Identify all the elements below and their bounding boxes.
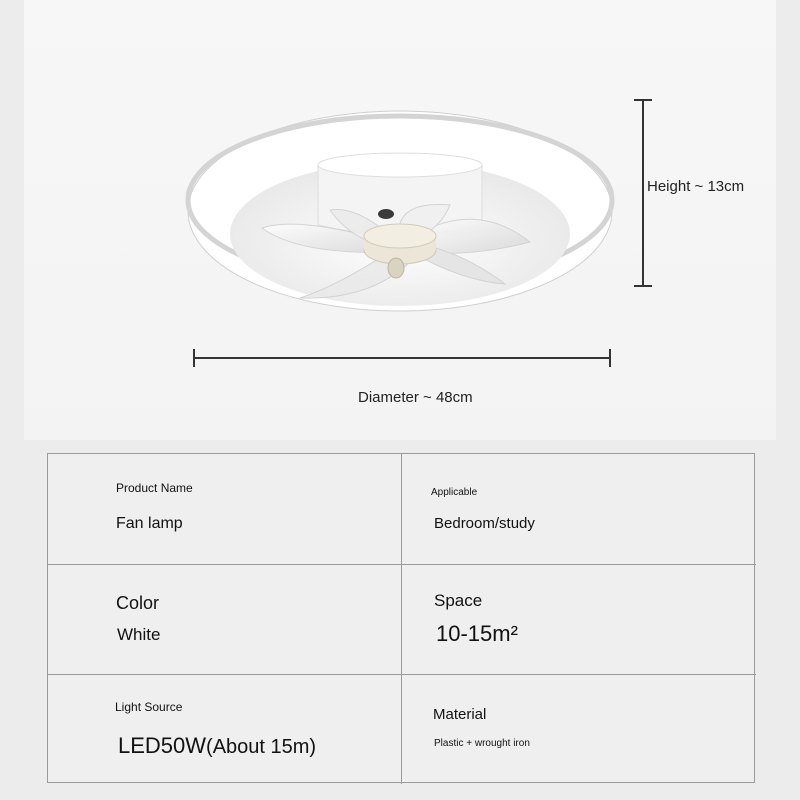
applicable-value: Bedroom/study — [434, 515, 535, 532]
color-label: Color — [116, 593, 160, 613]
light-source-value — [118, 733, 316, 759]
product-name-value: Fan lamp — [116, 515, 183, 532]
space-label: Space — [434, 591, 483, 610]
material-label: Material — [433, 706, 487, 723]
light-source-extra: (About 15m) — [206, 736, 317, 758]
table-divider-row-2 — [48, 674, 756, 675]
table-divider-vertical — [401, 454, 402, 784]
diameter-label: Diameter ~ 48cm — [358, 389, 473, 406]
light-source-main: LED50W — [118, 733, 207, 758]
product-name-label: Product Name — [116, 481, 193, 495]
color-value: White — [117, 625, 161, 644]
material-value: Plastic + wrought iron — [434, 738, 530, 749]
light-source-label: Light Source — [115, 700, 183, 714]
applicable-label: Applicable — [431, 487, 478, 498]
spec-table — [47, 453, 755, 783]
space-value: 10-15m² — [436, 621, 518, 646]
diameter-dimension-icon — [194, 349, 610, 367]
hub-nut — [388, 258, 404, 278]
table-divider-row-1 — [48, 564, 756, 565]
height-label: Height ~ 13cm — [647, 178, 745, 195]
sensor-window — [378, 209, 394, 219]
